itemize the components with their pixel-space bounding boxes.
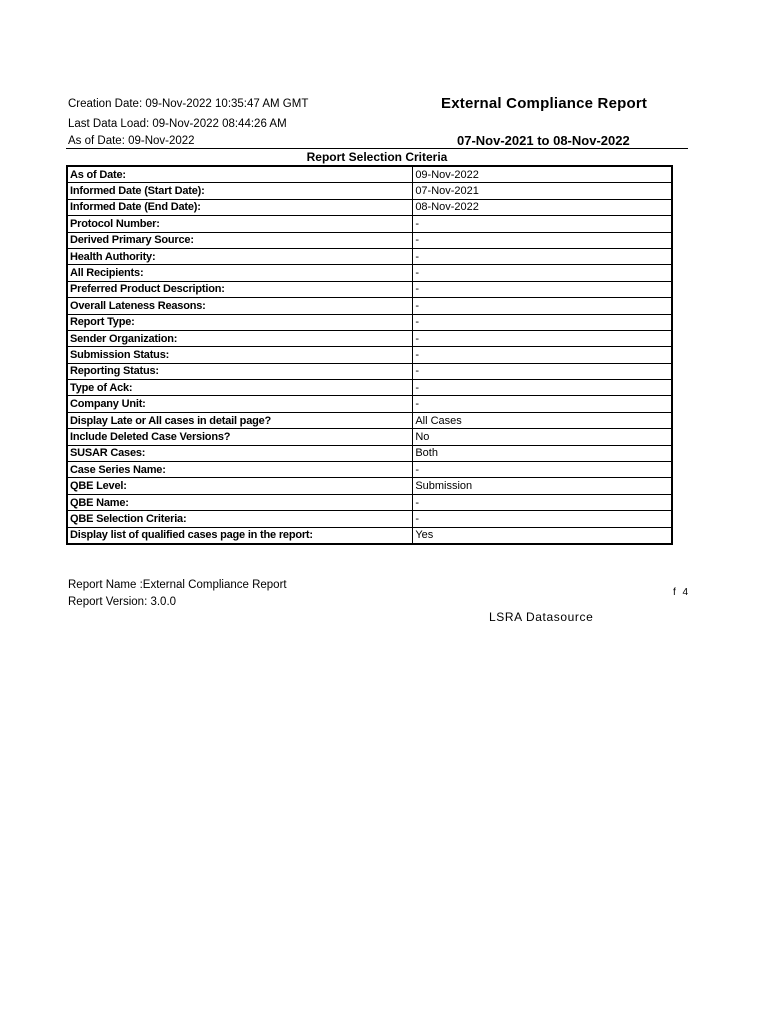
criteria-value: - — [413, 281, 672, 297]
report-date-range: 07-Nov-2021 to 08-Nov-2022 — [457, 133, 630, 148]
criteria-row — [67, 511, 672, 527]
criteria-row — [67, 216, 672, 232]
criteria-value: 07-Nov-2021 — [413, 183, 672, 199]
criteria-label: QBE Level: — [67, 478, 413, 494]
criteria-label: Submission Status: — [67, 347, 413, 363]
criteria-label: Report Type: — [67, 314, 413, 330]
criteria-row — [67, 298, 672, 314]
criteria-row — [67, 494, 672, 510]
criteria-value: - — [413, 494, 672, 510]
criteria-row — [67, 330, 672, 346]
criteria-label: Informed Date (Start Date): — [67, 183, 413, 199]
criteria-row — [67, 265, 672, 281]
criteria-row — [67, 445, 672, 461]
criteria-table-body — [67, 166, 672, 544]
criteria-label: Display list of qualified cases page in the report: — [67, 527, 413, 544]
criteria-value: - — [413, 314, 672, 330]
criteria-value: All Cases — [413, 412, 672, 428]
criteria-label: SUSAR Cases: — [67, 445, 413, 461]
criteria-label: All Recipients: — [67, 265, 413, 281]
criteria-value: - — [413, 363, 672, 379]
criteria-row — [67, 380, 672, 396]
criteria-value: - — [413, 396, 672, 412]
criteria-label: Overall Lateness Reasons: — [67, 298, 413, 314]
criteria-row — [67, 166, 672, 183]
criteria-row — [67, 281, 672, 297]
datasource-label: LSRA Datasource — [489, 610, 594, 624]
criteria-label: Protocol Number: — [67, 216, 413, 232]
creation-date: Creation Date: 09-Nov-2022 10:35:47 AM GMT — [68, 98, 309, 110]
criteria-row — [67, 396, 672, 412]
criteria-value: - — [413, 380, 672, 396]
criteria-value: - — [413, 511, 672, 527]
report-title: External Compliance Report — [441, 95, 648, 112]
criteria-value: - — [413, 248, 672, 264]
criteria-value: 09-Nov-2022 — [413, 166, 672, 183]
criteria-label: Type of Ack: — [67, 380, 413, 396]
criteria-label: QBE Selection Criteria: — [67, 511, 413, 527]
criteria-row — [67, 478, 672, 494]
criteria-value: No — [413, 429, 672, 445]
criteria-value: Submission — [413, 478, 672, 494]
criteria-label: Include Deleted Case Versions? — [67, 429, 413, 445]
criteria-row — [67, 232, 672, 248]
criteria-title: Report Selection Criteria — [306, 150, 448, 164]
criteria-value: - — [413, 232, 672, 248]
criteria-label: Company Unit: — [67, 396, 413, 412]
page-marker: f 4 — [673, 587, 691, 598]
criteria-label: Sender Organization: — [67, 330, 413, 346]
criteria-row — [67, 314, 672, 330]
as-of-date: As of Date: 09-Nov-2022 — [68, 135, 195, 147]
criteria-row — [67, 363, 672, 379]
report-version: Report Version: 3.0.0 — [68, 596, 177, 608]
criteria-row — [67, 248, 672, 264]
criteria-value: - — [413, 265, 672, 281]
criteria-label: Preferred Product Description: — [67, 281, 413, 297]
criteria-label: Health Authority: — [67, 248, 413, 264]
criteria-row — [67, 347, 672, 363]
criteria-value: - — [413, 216, 672, 232]
criteria-label: Derived Primary Source: — [67, 232, 413, 248]
criteria-value: - — [413, 330, 672, 346]
criteria-row — [67, 429, 672, 445]
criteria-value: - — [413, 347, 672, 363]
criteria-label: Display Late or All cases in detail page? — [67, 412, 413, 428]
criteria-row — [67, 199, 672, 215]
criteria-row — [67, 462, 672, 478]
report-name: Report Name :External Compliance Report — [68, 579, 287, 591]
criteria-label: As of Date: — [67, 166, 413, 183]
criteria-label: Reporting Status: — [67, 363, 413, 379]
criteria-label: QBE Name: — [67, 494, 413, 510]
criteria-row — [67, 183, 672, 199]
criteria-value: Both — [413, 445, 672, 461]
criteria-value: - — [413, 298, 672, 314]
criteria-label: Informed Date (End Date): — [67, 199, 413, 215]
header-divider — [66, 148, 688, 149]
criteria-value: Yes — [413, 527, 672, 544]
criteria-table — [66, 165, 673, 545]
criteria-row — [67, 527, 672, 544]
last-data-load: Last Data Load: 09-Nov-2022 08:44:26 AM — [68, 118, 287, 130]
criteria-label: Case Series Name: — [67, 462, 413, 478]
criteria-value: - — [413, 462, 672, 478]
criteria-value: 08-Nov-2022 — [413, 199, 672, 215]
criteria-row — [67, 412, 672, 428]
